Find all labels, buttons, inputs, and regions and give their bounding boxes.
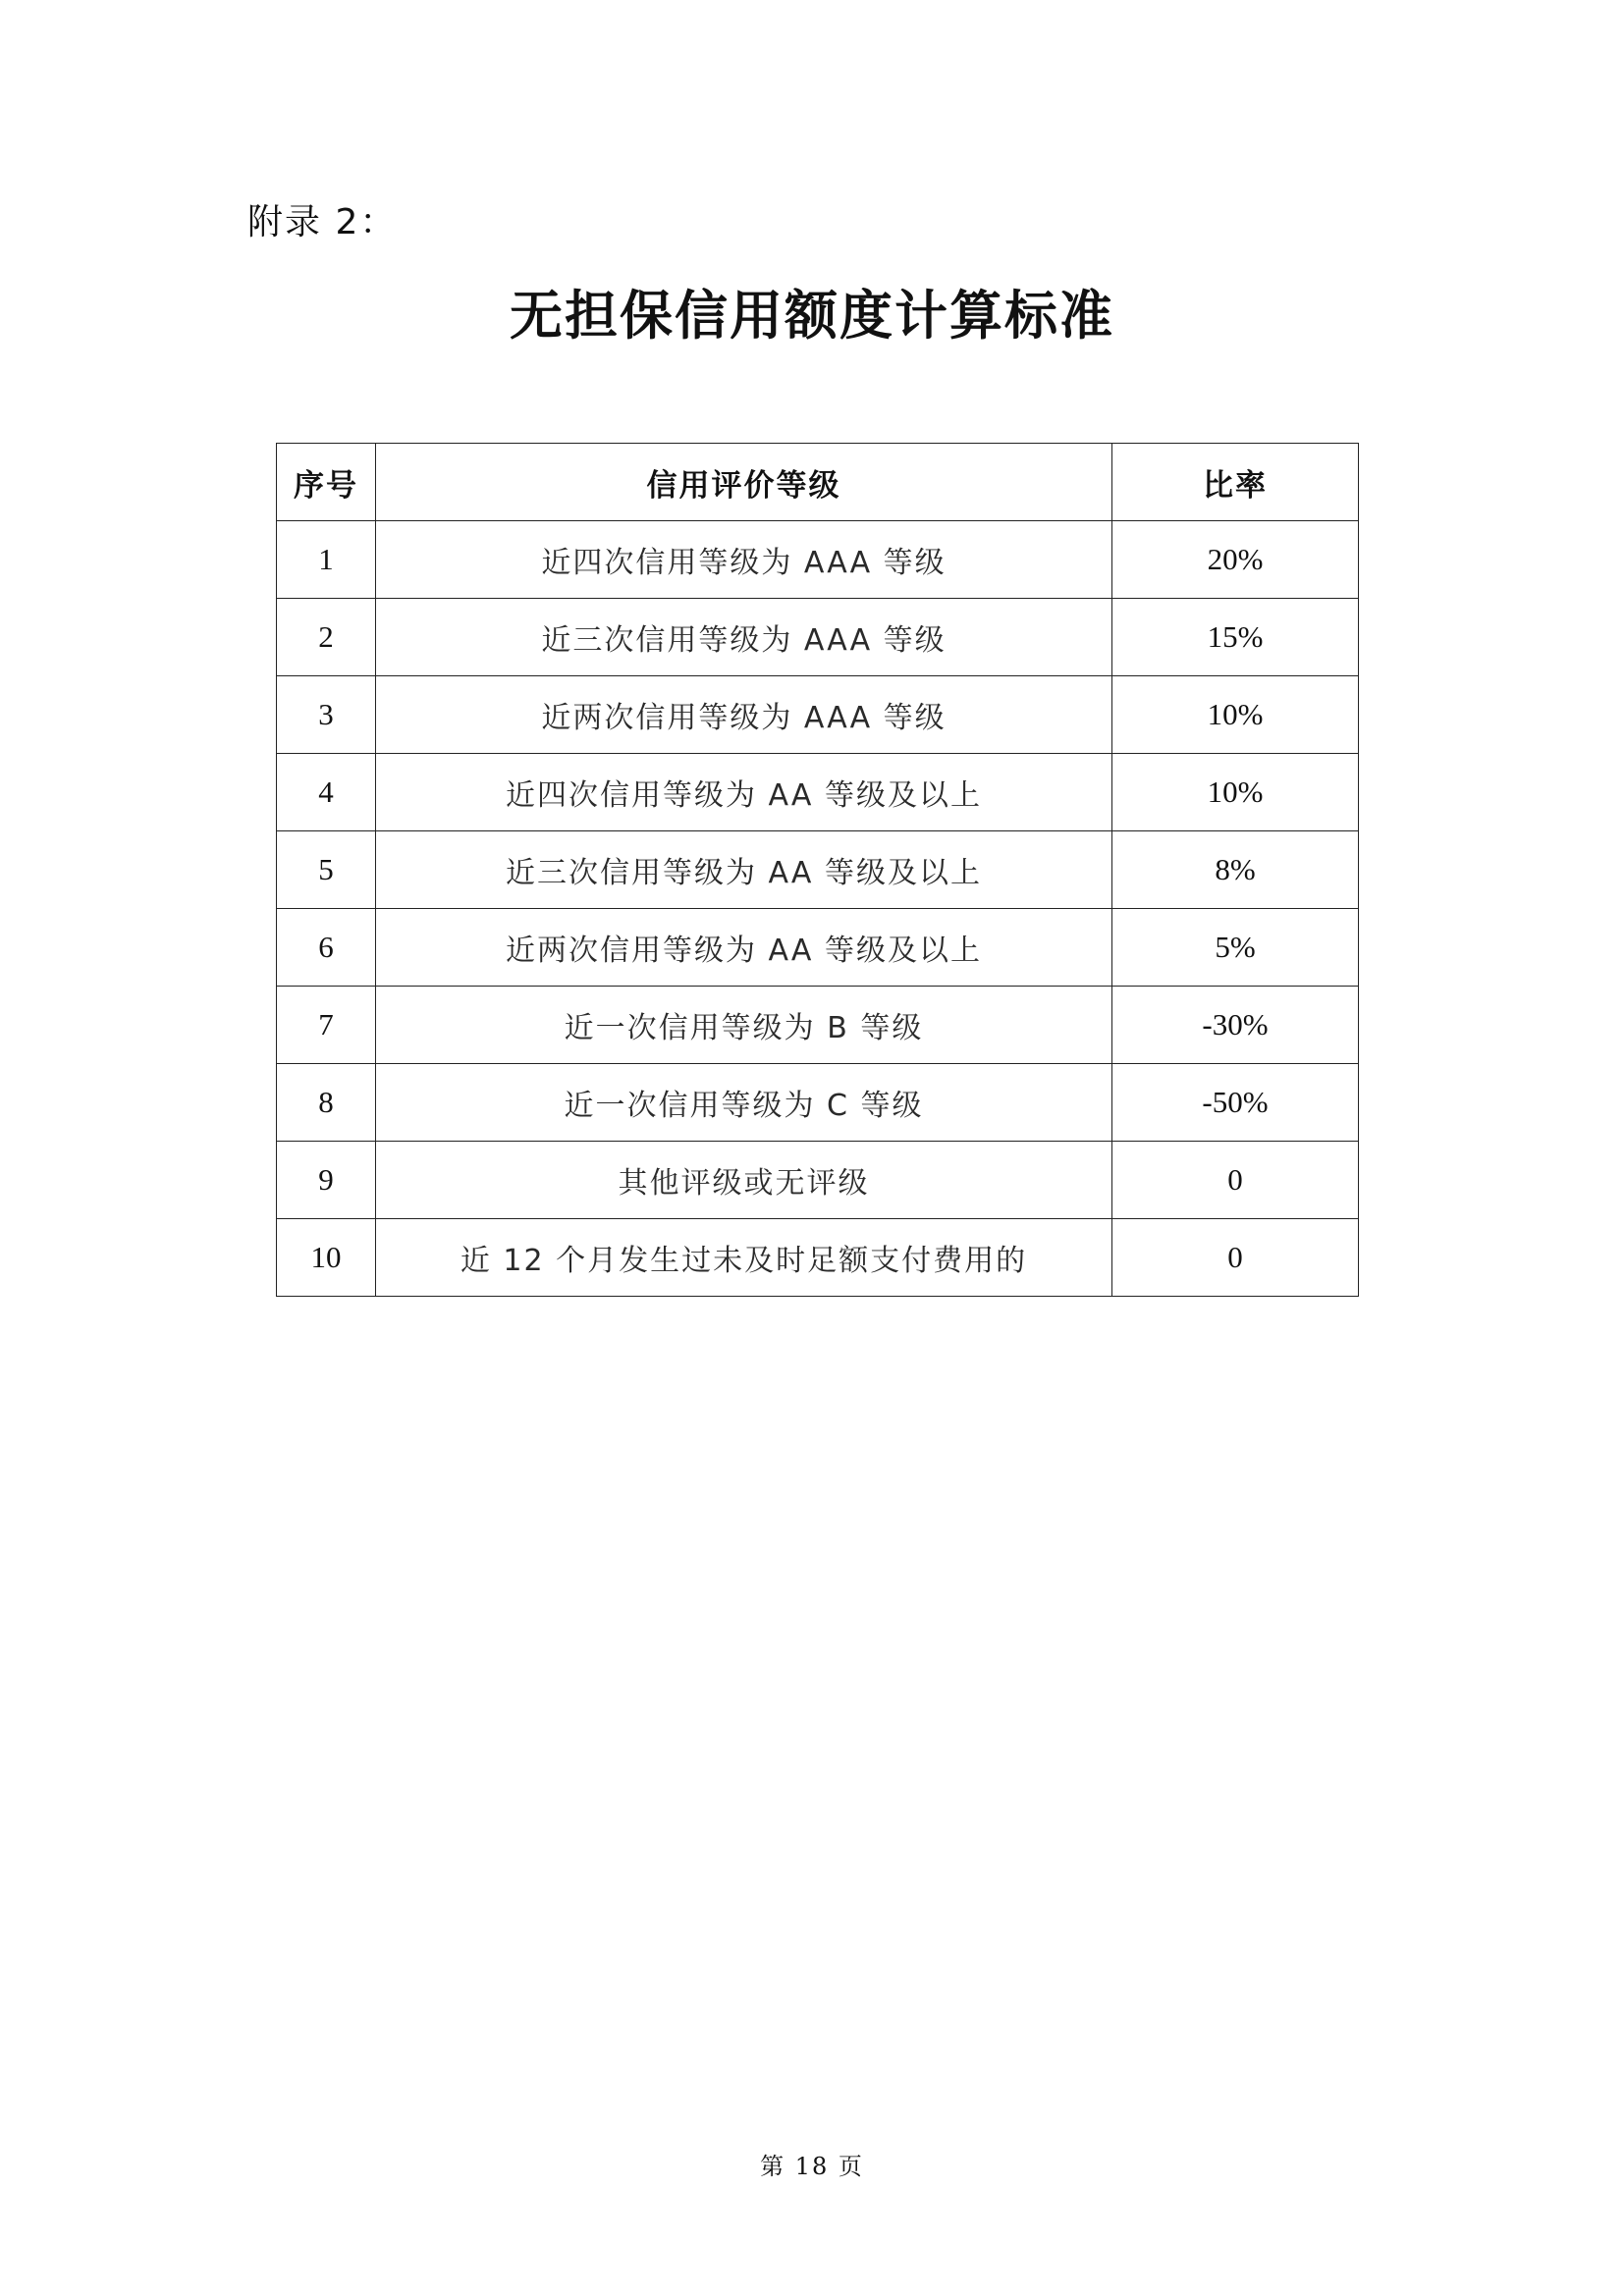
table-row	[277, 909, 1359, 987]
rate-value: 10%	[1112, 754, 1359, 831]
credit-level: 近一次信用等级为 C 等级	[376, 1064, 1112, 1142]
credit-level: 近两次信用等级为 AA 等级及以上	[376, 909, 1112, 987]
appendix-label: 附录 2：	[247, 202, 398, 242]
rate-value: -50%	[1112, 1064, 1359, 1142]
credit-level: 近三次信用等级为 AAA 等级	[376, 599, 1112, 676]
table-row	[277, 1142, 1359, 1219]
table-row	[277, 987, 1359, 1064]
credit-level: 其他评级或无评级	[376, 1142, 1112, 1219]
page-number: 第 18 页	[760, 2153, 864, 2180]
row-number: 3	[277, 676, 376, 754]
table-row	[277, 676, 1359, 754]
credit-level: 近三次信用等级为 AA 等级及以上	[376, 831, 1112, 909]
rate-value: 0	[1112, 1219, 1359, 1297]
rate-value: 15%	[1112, 599, 1359, 676]
table-row	[277, 754, 1359, 831]
table-row	[277, 831, 1359, 909]
credit-level: 近两次信用等级为 AAA 等级	[376, 676, 1112, 754]
rate-value: 10%	[1112, 676, 1359, 754]
table-row	[277, 599, 1359, 676]
rate-value: 20%	[1112, 521, 1359, 599]
column-header-level: 信用评价等级	[376, 444, 1112, 521]
credit-limit-table	[276, 443, 1359, 1297]
rate-value: 0	[1112, 1142, 1359, 1219]
row-number: 10	[277, 1219, 376, 1297]
page-title: 无担保信用额度计算标准	[510, 284, 1114, 347]
credit-level: 近四次信用等级为 AA 等级及以上	[376, 754, 1112, 831]
column-header-no: 序号	[277, 444, 376, 521]
row-number: 9	[277, 1142, 376, 1219]
rate-value: -30%	[1112, 987, 1359, 1064]
row-number: 7	[277, 987, 376, 1064]
row-number: 1	[277, 521, 376, 599]
credit-level: 近四次信用等级为 AAA 等级	[376, 521, 1112, 599]
credit-level: 近 12 个月发生过未及时足额支付费用的	[376, 1219, 1112, 1297]
row-number: 5	[277, 831, 376, 909]
table-row	[277, 521, 1359, 599]
row-number: 8	[277, 1064, 376, 1142]
table-header-row	[277, 444, 1359, 521]
credit-level: 近一次信用等级为 B 等级	[376, 987, 1112, 1064]
row-number: 2	[277, 599, 376, 676]
column-header-rate: 比率	[1112, 444, 1359, 521]
row-number: 6	[277, 909, 376, 987]
rate-value: 8%	[1112, 831, 1359, 909]
rate-value: 5%	[1112, 909, 1359, 987]
table-row	[277, 1064, 1359, 1142]
row-number: 4	[277, 754, 376, 831]
table-row	[277, 1219, 1359, 1297]
